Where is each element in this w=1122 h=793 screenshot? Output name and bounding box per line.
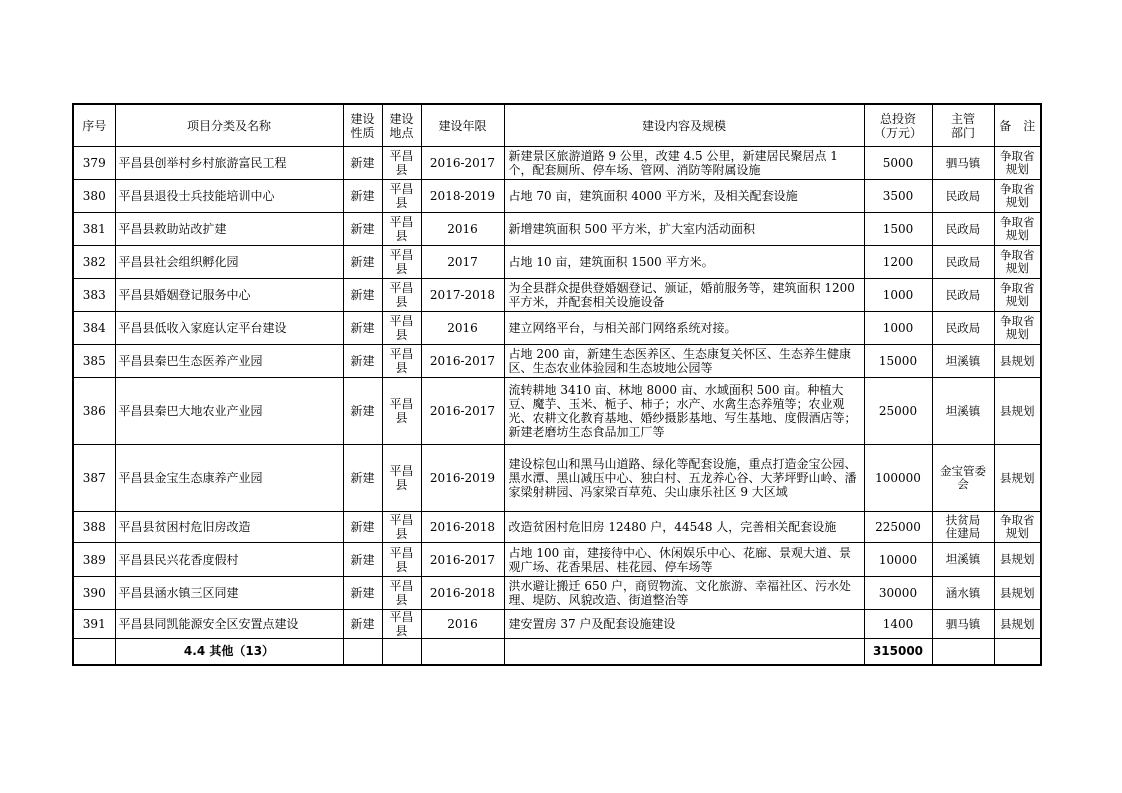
row-dept: 民政局: [932, 279, 994, 312]
subtotal-label: 4.4 其他（13）: [115, 639, 343, 665]
row-years: 2016: [421, 213, 504, 246]
row-num: 386: [73, 378, 115, 445]
row-note: 争取省规划: [994, 512, 1041, 543]
row-invest: 25000: [864, 378, 932, 445]
row-num: 381: [73, 213, 115, 246]
row-location: 平昌县: [382, 279, 421, 312]
row-name: 平昌县贫困村危旧房改造: [115, 512, 343, 543]
row-num: 380: [73, 180, 115, 213]
row-years: 2017-2018: [421, 279, 504, 312]
row-dept: 民政局: [932, 213, 994, 246]
row-nature: 新建: [343, 213, 382, 246]
row-note: 争取省规划: [994, 180, 1041, 213]
row-years: 2017: [421, 246, 504, 279]
table-row: [73, 512, 1041, 543]
row-location: 平昌县: [382, 213, 421, 246]
row-note: 争取省规划: [994, 246, 1041, 279]
header-invest: 总投资 （万元）: [864, 104, 932, 147]
row-years: 2016-2017: [421, 543, 504, 577]
row-name: 平昌县社会组织孵化园: [115, 246, 343, 279]
row-nature: 新建: [343, 345, 382, 378]
row-years: 2018-2019: [421, 180, 504, 213]
row-name: 平昌县低收入家庭认定平台建设: [115, 312, 343, 345]
row-invest: 1000: [864, 279, 932, 312]
row-content: 建安置房 37 户及配套设施建设: [504, 610, 864, 639]
row-years: 2016-2018: [421, 512, 504, 543]
row-nature: 新建: [343, 378, 382, 445]
row-dept: 坦溪镇: [932, 345, 994, 378]
row-location: 平昌县: [382, 577, 421, 610]
row-dept: 涵水镇: [932, 577, 994, 610]
row-note: 争取省规划: [994, 213, 1041, 246]
row-name: 平昌县婚姻登记服务中心: [115, 279, 343, 312]
subtotal-empty: [504, 639, 864, 665]
table-row: [73, 279, 1041, 312]
row-name: 平昌县涵水镇三区同建: [115, 577, 343, 610]
row-years: 2016-2017: [421, 378, 504, 445]
row-num: 383: [73, 279, 115, 312]
row-years: 2016-2017: [421, 345, 504, 378]
row-content: 新增建筑面积 500 平方米，扩大室内活动面积: [504, 213, 864, 246]
row-location: 平昌县: [382, 180, 421, 213]
table-row: [73, 213, 1041, 246]
row-num: 384: [73, 312, 115, 345]
subtotal-empty: [932, 639, 994, 665]
row-invest: 100000: [864, 445, 932, 512]
row-nature: 新建: [343, 180, 382, 213]
row-location: 平昌县: [382, 378, 421, 445]
row-invest: 225000: [864, 512, 932, 543]
row-nature: 新建: [343, 246, 382, 279]
table-body: [73, 147, 1041, 639]
row-num: 389: [73, 543, 115, 577]
row-years: 2016: [421, 312, 504, 345]
row-years: 2016-2019: [421, 445, 504, 512]
row-num: 379: [73, 147, 115, 180]
row-dept: 民政局: [932, 312, 994, 345]
header-row: [73, 104, 1041, 147]
table-row: [73, 610, 1041, 639]
row-num: 387: [73, 445, 115, 512]
row-nature: 新建: [343, 543, 382, 577]
row-location: 平昌县: [382, 246, 421, 279]
row-invest: 15000: [864, 345, 932, 378]
row-content: 流转耕地 3410 亩、林地 8000 亩、水域面积 500 亩。种植大豆、魔芋、玉米、栀子、柿子；水产、水禽生态养殖等；农业观光、农耕文化教育基地、婚纱摄影基地、写生基地、度假酒店等；新建老磨坊生态食品加工厂等: [504, 378, 864, 445]
table-row: [73, 543, 1041, 577]
subtotal-row: [73, 639, 1041, 665]
row-invest: 5000: [864, 147, 932, 180]
row-dept: 民政局: [932, 246, 994, 279]
row-name: 平昌县创举村乡村旅游富民工程: [115, 147, 343, 180]
row-content: 占地 100 亩，建接待中心、休闲娱乐中心、花廊、景观大道、景观广场、花香果居、桂花园、停车场等: [504, 543, 864, 577]
table-row: [73, 312, 1041, 345]
row-note: 县规划: [994, 577, 1041, 610]
row-name: 平昌县金宝生态康养产业园: [115, 445, 343, 512]
table-row: [73, 246, 1041, 279]
header-dept: 主管 部门: [932, 104, 994, 147]
row-location: 平昌县: [382, 445, 421, 512]
row-location: 平昌县: [382, 543, 421, 577]
header-nature: 建设 性质: [343, 104, 382, 147]
row-years: 2016-2017: [421, 147, 504, 180]
row-num: 388: [73, 512, 115, 543]
row-note: 县规划: [994, 378, 1041, 445]
row-invest: 1500: [864, 213, 932, 246]
row-dept: 民政局: [932, 180, 994, 213]
table-row: [73, 577, 1041, 610]
table-row: [73, 378, 1041, 445]
row-invest: 10000: [864, 543, 932, 577]
row-note: 县规划: [994, 445, 1041, 512]
row-content: 建设棕包山和黑马山道路、绿化等配套设施，重点打造金宝公园、黑水潭、黑山减压中心、独白村、五龙养心谷、大茅坪野山岭、潘家梁射耕园、冯家梁百草苑、尖山康乐社区 9 大区域: [504, 445, 864, 512]
row-content: 占地 200 亩，新建生态医养区、生态康复关怀区、生态养生健康区、生态农业体验园和生态坡地公园等: [504, 345, 864, 378]
row-nature: 新建: [343, 610, 382, 639]
header-location: 建设 地点: [382, 104, 421, 147]
row-note: 县规划: [994, 610, 1041, 639]
row-content: 新建景区旅游道路 9 公里，改建 4.5 公里，新建居民聚居点 1 个，配套厕所、停车场、管网、消防等附属设施: [504, 147, 864, 180]
row-content: 建立网络平台，与相关部门网络系统对接。: [504, 312, 864, 345]
row-invest: 3500: [864, 180, 932, 213]
row-dept: 坦溪镇: [932, 378, 994, 445]
header-years: 建设年限: [421, 104, 504, 147]
row-dept: 金宝管委会: [932, 445, 994, 512]
row-name: 平昌县秦巴大地农业产业园: [115, 378, 343, 445]
row-num: 391: [73, 610, 115, 639]
row-invest: 1200: [864, 246, 932, 279]
row-content: 洪水避让搬迁 650 户，商贸物流、文化旅游、幸福社区、污水处理、堤防、风貌改造、街道整治等: [504, 577, 864, 610]
subtotal-empty: [994, 639, 1041, 665]
row-num: 390: [73, 577, 115, 610]
row-invest: 30000: [864, 577, 932, 610]
header-content: 建设内容及规模: [504, 104, 864, 147]
row-nature: 新建: [343, 312, 382, 345]
row-location: 平昌县: [382, 345, 421, 378]
row-nature: 新建: [343, 512, 382, 543]
row-content: 占地 70 亩，建筑面积 4000 平方米，及相关配套设施: [504, 180, 864, 213]
row-dept: 驷马镇: [932, 147, 994, 180]
row-content: 改造贫困村危旧房 12480 户，44548 人，完善相关配套设施: [504, 512, 864, 543]
row-content: 占地 10 亩，建筑面积 1500 平方米。: [504, 246, 864, 279]
row-location: 平昌县: [382, 147, 421, 180]
row-nature: 新建: [343, 445, 382, 512]
row-note: 县规划: [994, 543, 1041, 577]
row-nature: 新建: [343, 279, 382, 312]
row-name: 平昌县秦巴生态医养产业园: [115, 345, 343, 378]
row-dept: 扶贫局 住建局: [932, 512, 994, 543]
row-note: 争取省规划: [994, 312, 1041, 345]
subtotal-empty: [421, 639, 504, 665]
row-note: 县规划: [994, 345, 1041, 378]
row-note: 争取省规划: [994, 279, 1041, 312]
row-dept: 坦溪镇: [932, 543, 994, 577]
table-row: [73, 147, 1041, 180]
table-row: [73, 180, 1041, 213]
header-note: 备 注: [994, 104, 1041, 147]
row-content: 为全县群众提供登婚姻登记、颁证，婚前服务等，建筑面积 1200 平方米，并配套相关设施设备: [504, 279, 864, 312]
subtotal-num: [73, 639, 115, 665]
project-table: [72, 103, 1042, 666]
row-location: 平昌县: [382, 512, 421, 543]
row-years: 2016-2018: [421, 577, 504, 610]
row-name: 平昌县民兴花香度假村: [115, 543, 343, 577]
row-location: 平昌县: [382, 312, 421, 345]
subtotal-empty: [382, 639, 421, 665]
row-num: 385: [73, 345, 115, 378]
subtotal-invest: 315000: [864, 639, 932, 665]
row-name: 平昌县同凯能源安全区安置点建设: [115, 610, 343, 639]
row-name: 平昌县退役士兵技能培训中心: [115, 180, 343, 213]
row-num: 382: [73, 246, 115, 279]
row-invest: 1400: [864, 610, 932, 639]
row-location: 平昌县: [382, 610, 421, 639]
table-row: [73, 445, 1041, 512]
row-years: 2016: [421, 610, 504, 639]
row-nature: 新建: [343, 577, 382, 610]
header-name: 项目分类及名称: [115, 104, 343, 147]
row-nature: 新建: [343, 147, 382, 180]
row-dept: 驷马镇: [932, 610, 994, 639]
row-note: 争取省规划: [994, 147, 1041, 180]
row-name: 平昌县救助站改扩建: [115, 213, 343, 246]
row-invest: 1000: [864, 312, 932, 345]
header-num: 序号: [73, 104, 115, 147]
subtotal-empty: [343, 639, 382, 665]
table-row: [73, 345, 1041, 378]
